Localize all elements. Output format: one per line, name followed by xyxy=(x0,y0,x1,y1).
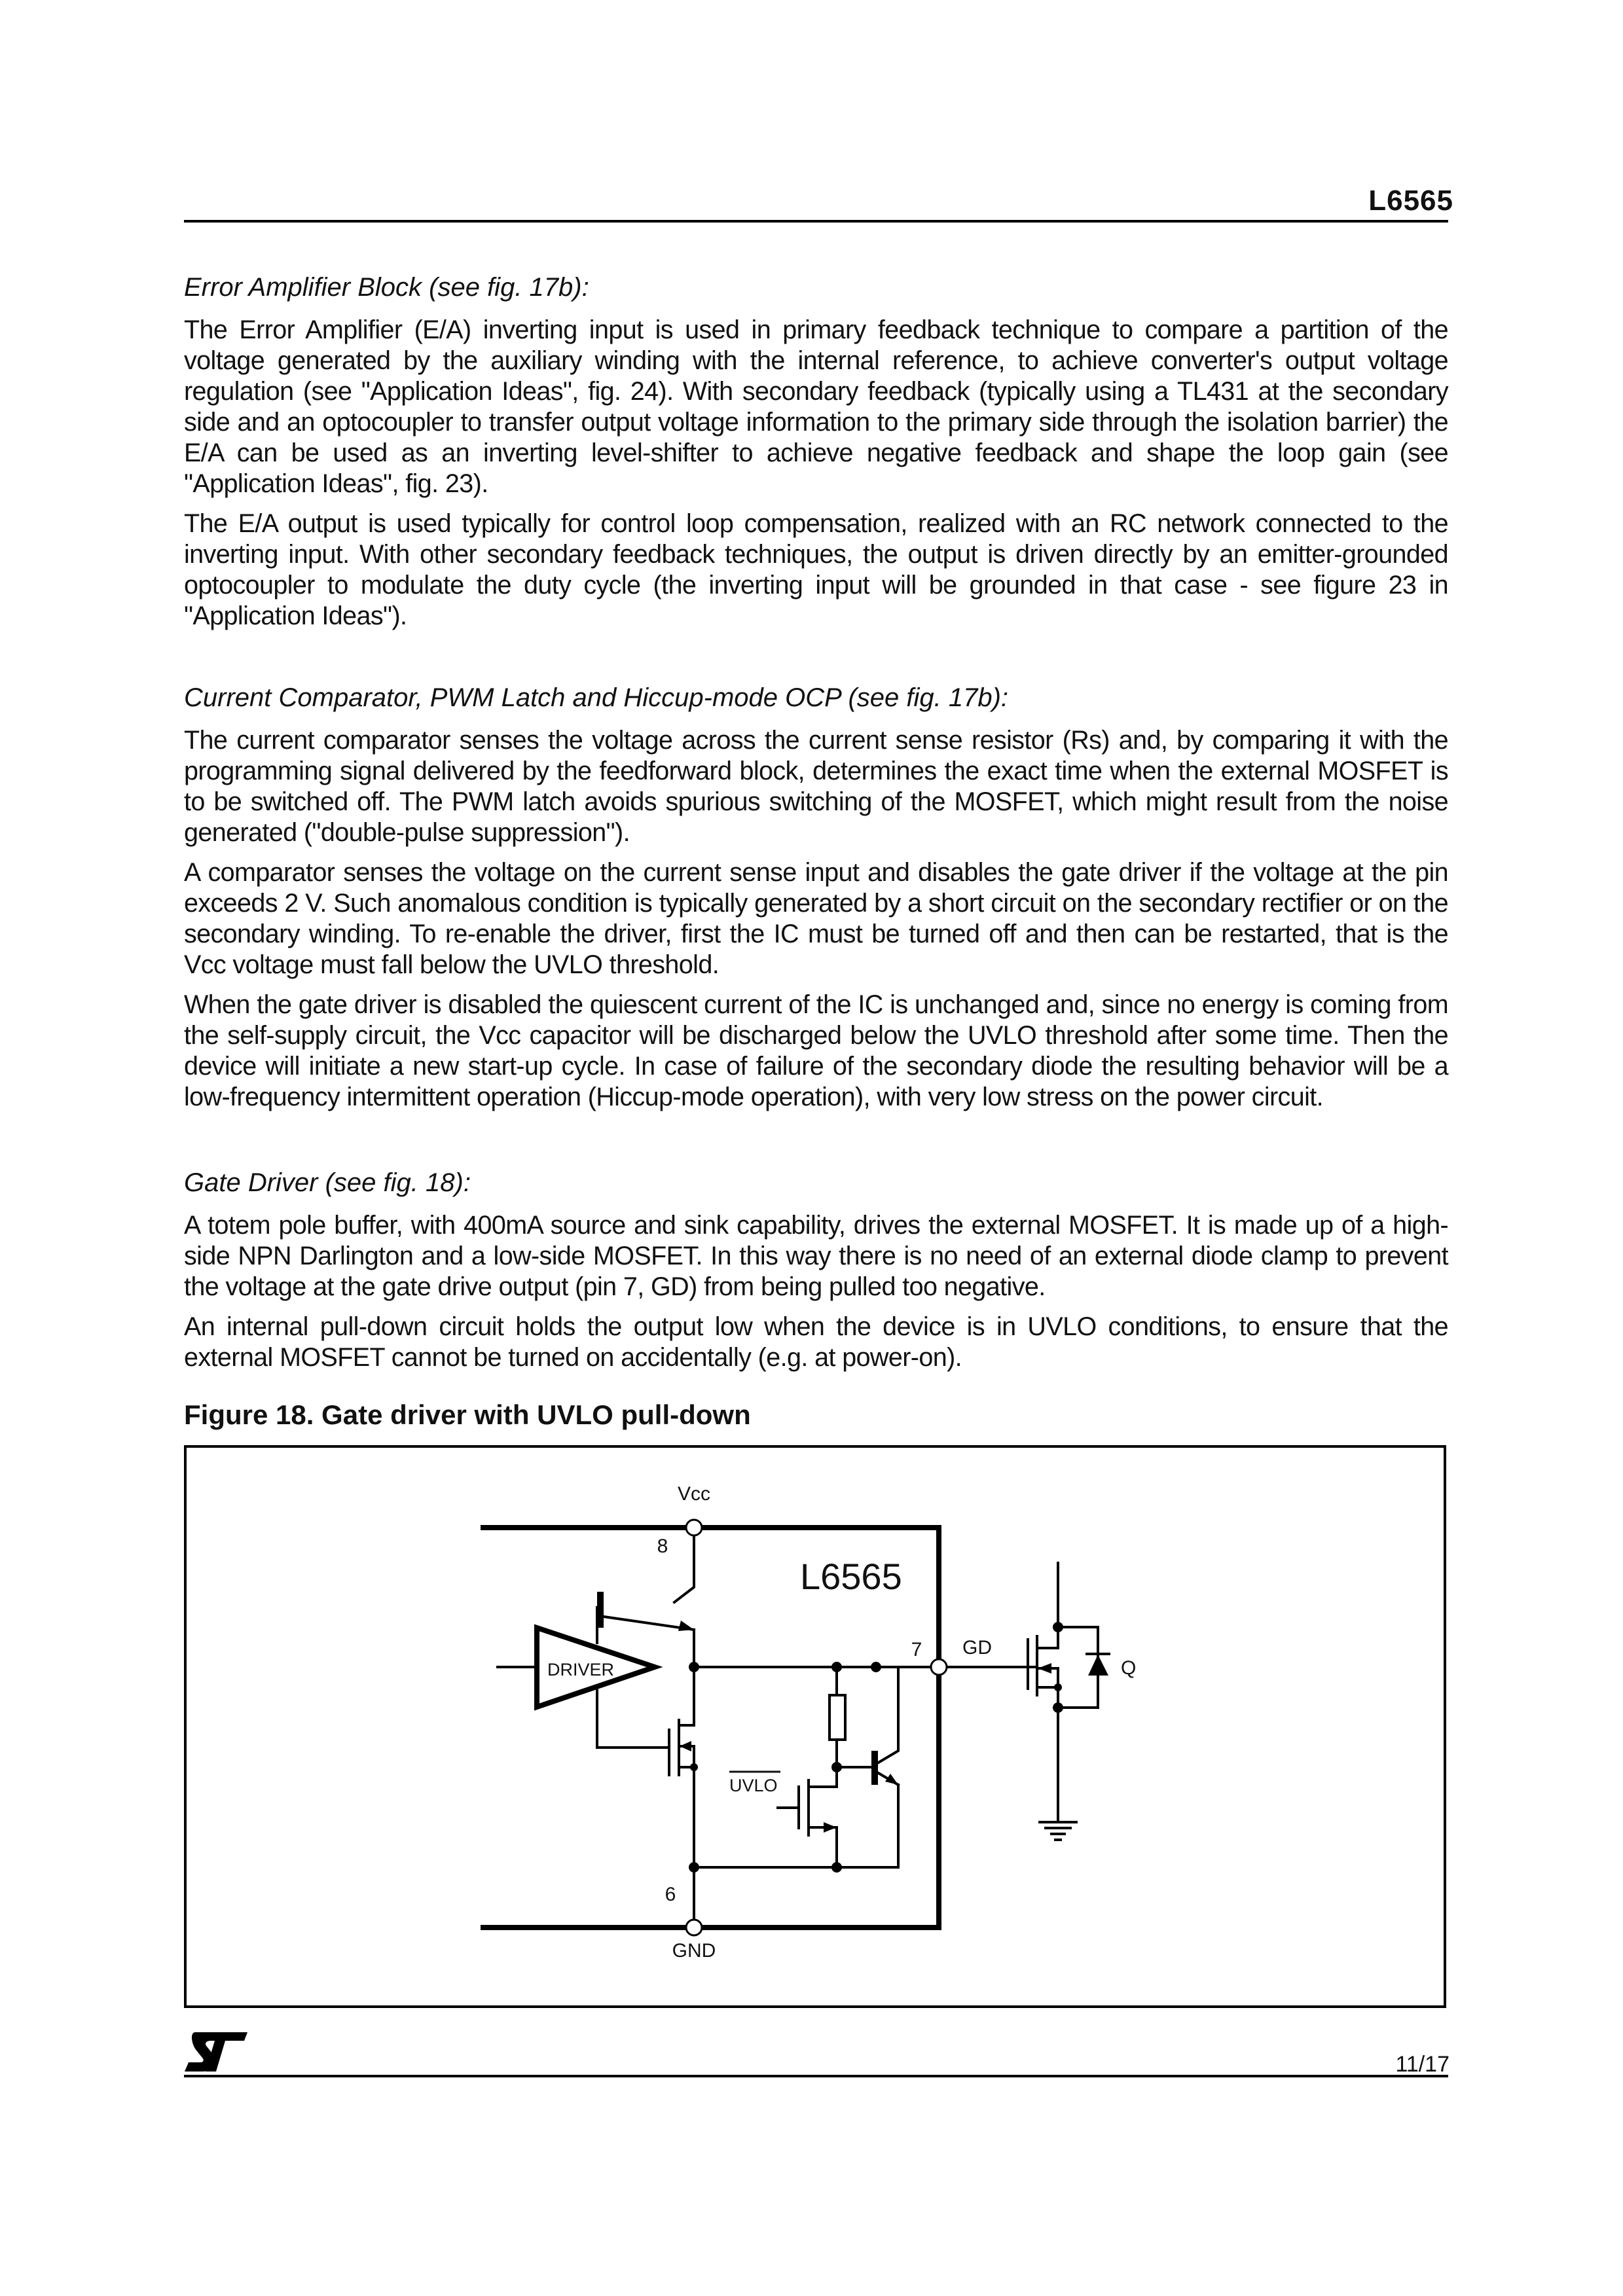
st-logo-icon xyxy=(183,2030,249,2075)
paragraph: The current comparator senses the voltage across the current sense resistor (Rs) and, by comparing it with the programming signal delivered by the feedforward block, determines the exact time when the external MOSFET is to be switched off. The PWM latch avoids spurious switching of the MOSFET, which might result from the noise generated ("double-pulse suppression"). xyxy=(184,726,1448,847)
pull-down-resistor xyxy=(830,1695,845,1740)
paragraph: An internal pull-down circuit holds the output low when the device is in UVLO conditions, to ensure that the external MOSFET cannot be turned on accidentally (e.g. at power-on). xyxy=(184,1312,1448,1372)
junction-dots xyxy=(689,1622,1063,1873)
pin-6-label: 6 xyxy=(665,1884,676,1905)
uvlo-label: UVLO xyxy=(729,1776,778,1795)
vcc-label: Vcc xyxy=(677,1483,711,1505)
pin-7-label: 7 xyxy=(911,1639,922,1660)
gnd-pin xyxy=(686,1920,702,1935)
gd-label: GD xyxy=(962,1637,992,1659)
section-heading: Gate Driver (see fig. 18): xyxy=(184,1168,471,1197)
paragraph: A totem pole buffer, with 400mA source and sink capability, drives the external MOSFET. It is made up of a high-side NPN Darlington and a low-side MOSFET. In this way there is no need of an external diode clamp to prevent the voltage at the gate drive output (pin 7, GD) from being pulled too negative. xyxy=(184,1211,1448,1301)
driver-label: DRIVER xyxy=(547,1660,615,1679)
paragraph: A comparator senses the voltage on the current sense input and disables the gate driver if the voltage at the pin exceeds 2 V. Such anomalous condition is typically generated by a short circuit on the secondary rectifier or on the secondary winding. To re-enable the driver, first the IC must be turned off and then can be restarted, that is the Vcc voltage must fall below the UVLO threshold. xyxy=(184,858,1448,979)
paragraph: When the gate driver is disabled the quiescent current of the IC is unchanged and, since no energy is coming from the self-supply circuit, the Vcc capacitor will be discharged below the UVLO threshold after some time. Then the device will initiate a new start-up cycle. In case of failure of the secondary diode the resulting behavior will be a low-frequency intermittent operation (Hiccup-mode operation), with very low stress on the power circuit. xyxy=(184,990,1448,1111)
q-label: Q xyxy=(1121,1657,1137,1679)
vcc-pin xyxy=(686,1520,702,1535)
pin-8-label: 8 xyxy=(657,1535,668,1557)
npn-collector-wire xyxy=(674,1528,694,1602)
gnd-label: GND xyxy=(672,1940,716,1962)
gd-pin xyxy=(931,1659,947,1675)
ic-name-label: L6565 xyxy=(800,1556,902,1597)
page-number: 11/17 xyxy=(1395,2052,1450,2077)
section-heading: Current Comparator, PWM Latch and Hiccup-mode OCP (see fig. 17b): xyxy=(184,683,1009,712)
figure-title: Figure 18. Gate driver with UVLO pull-down xyxy=(184,1399,751,1430)
section-heading: Error Amplifier Block (see fig. 17b): xyxy=(184,273,589,302)
paragraph: The Error Amplifier (E/A) inverting input is used in primary feedback technique to compare a partition of the voltage generated by the auxiliary winding with the internal reference, to achieve converter's output voltage regulation (see "Application Ideas", fig. 24). With secondary feedback (typically using a TL431 at the secondary side and an optocoupler to transfer output voltage information to the primary side through the isolation barrier) the E/A can be used as an inverting level-shifter to achieve negative feedback and shape the loop gain (see "Application Ideas", fig. 23). xyxy=(184,315,1448,498)
footer-rule xyxy=(184,2075,1448,2077)
paragraph: The E/A output is used typically for control loop compensation, realized with an RC network connected to the inverting input. With other secondary feedback techniques, the output is driven directly by an emitter-grounded optocoupler to modulate the duty cycle (the inverting input will be grounded in that case - see figure 23 in "Application Ideas"). xyxy=(184,509,1448,630)
body-diode xyxy=(1088,1655,1108,1676)
document-part-number: L6565 xyxy=(1368,185,1453,217)
